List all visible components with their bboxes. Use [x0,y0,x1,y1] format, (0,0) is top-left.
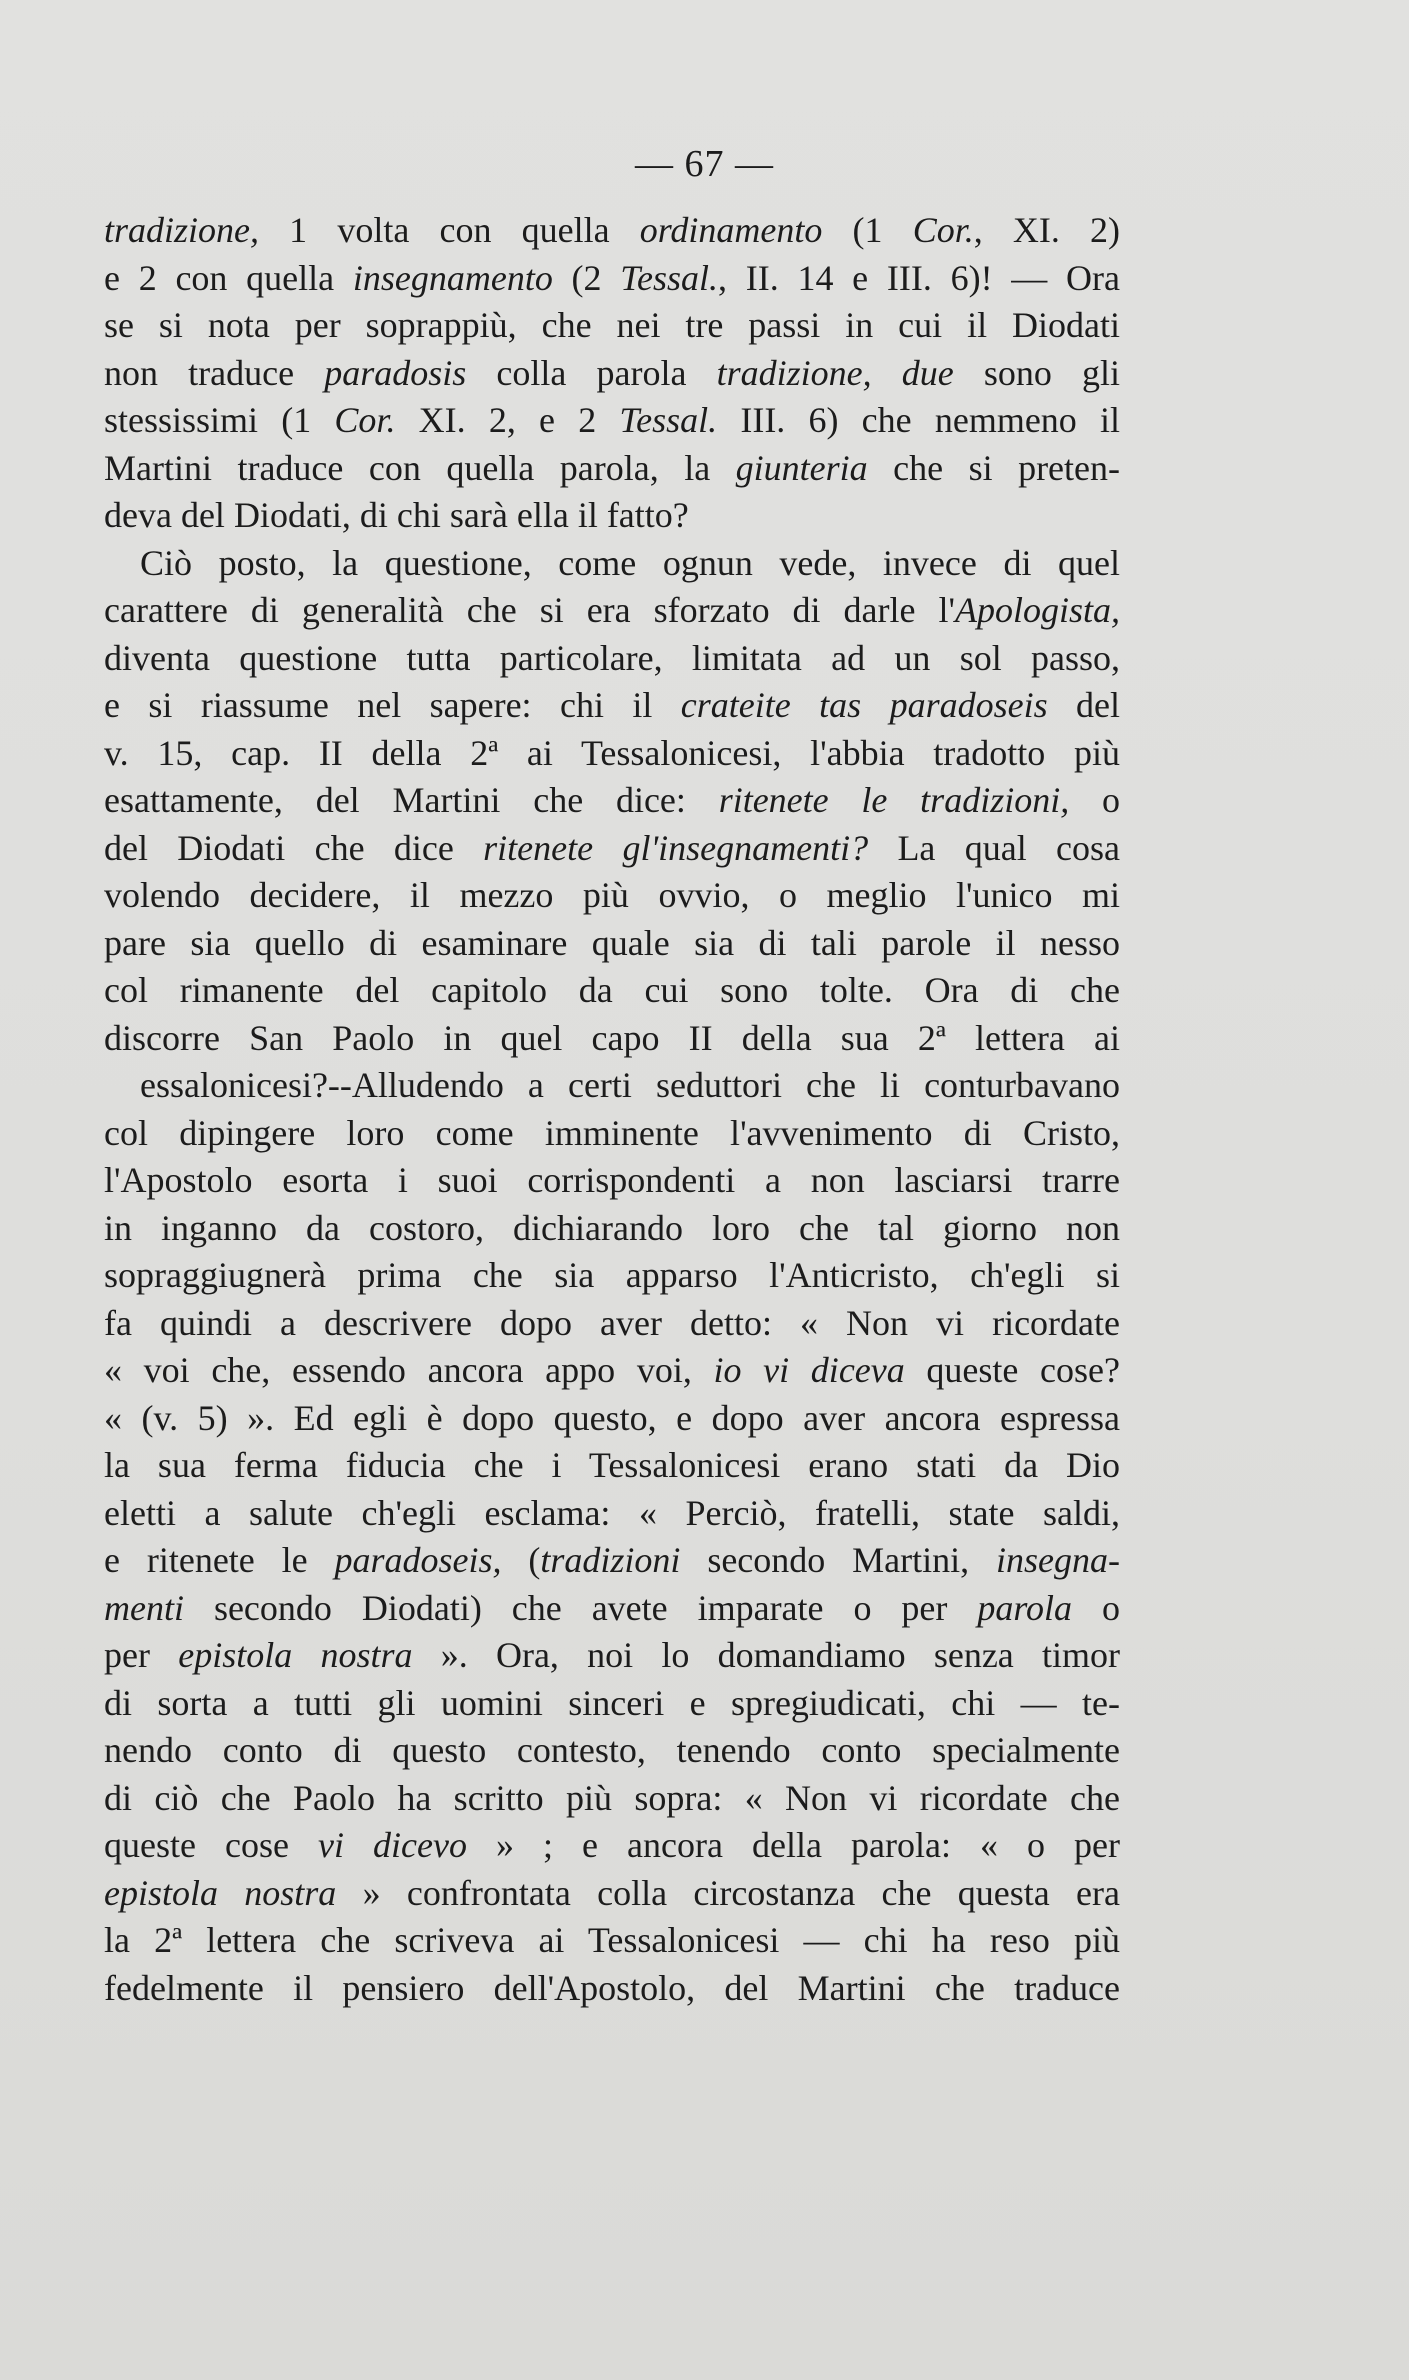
text-span: col rimanente del capitolo da cui sono tolte. Ora di che [104,970,1120,1010]
text-span: secondo Diodati) che avete imparate o per [183,1587,978,1628]
text-span: la sua ferma fiducia che i Tessalonicesi erano stati da Dio [104,1445,1120,1485]
text-span: o [1069,780,1120,820]
text-line [104,255,1120,303]
text-line [104,1822,1120,1870]
italic-text: epistola nostra [104,1872,337,1913]
text-span: III. 6) che nemmeno il [717,400,1121,440]
italic-text: crateite tas paradoseis [680,685,1048,725]
text-span: stessissimi (1 [104,400,335,440]
text-line [104,825,1120,873]
text-span: » confrontata colla circostanza che questa era [336,1872,1120,1913]
italic-text: menti [104,1587,184,1628]
text-span: Martini traduce con quella parola, la [104,447,736,488]
text-span: del Diodati che dice [104,827,484,868]
text-line [104,920,1120,968]
italic-text: epistola nostra [178,1635,413,1675]
italic-text: tradizione, due [716,352,954,393]
text-line [104,302,1120,350]
italic-text: vi dicevo [318,1825,467,1865]
text-line [104,777,1120,825]
italic-text: tradizioni [540,1540,681,1580]
italic-text: insegna- [996,1540,1120,1580]
text-line [104,1062,1120,1110]
text-span: (1 [822,210,913,250]
italic-text: paradoseis, [334,1540,502,1580]
text-span: diventa questione tutta particolare, limitata ad un sol passo, [104,637,1120,678]
text-line [104,1537,1120,1585]
italic-text: paradosis [324,352,467,393]
text-line [104,1157,1120,1205]
text-span: del [1047,685,1120,725]
text-line [104,1490,1120,1538]
text-line [104,540,1120,588]
text-span: e si riassume nel sapere: chi il [104,685,681,725]
text-line [104,1585,1120,1633]
italic-text: Apologista, [954,590,1120,630]
text-span: 1 volta con quella [259,210,640,250]
text-line [104,1252,1120,1300]
text-span: se si nota per soprappiù, che nei tre passi in cui il Diodati [104,305,1120,345]
text-line [104,207,1120,255]
text-line [104,1442,1120,1490]
text-span: secondo Martini, [680,1540,997,1580]
text-line [104,1015,1120,1063]
text-line [104,1680,1120,1728]
italic-text: parola [977,1587,1073,1628]
text-line [104,1870,1120,1918]
text-span: e ritenete le [104,1540,335,1580]
text-span: XI. 2, e 2 [395,400,620,440]
text-span: l'Apostolo esorta i suoi corrispondenti a non lasciarsi trarre [104,1160,1120,1200]
text-line [104,682,1120,730]
text-span: « (v. 5) ». Ed egli è dopo questo, e dopo aver ancora espressa [104,1397,1120,1438]
text-line [104,635,1120,683]
italic-text: ritenete gl'insegnamenti? [483,827,869,868]
text-line [104,1300,1120,1348]
text-span: ( [501,1540,541,1580]
italic-text: giunteria [735,447,868,488]
text-line [104,1395,1120,1443]
italic-text: ritenete le tradizioni, [718,780,1070,820]
text-span: » ; e ancora della parola: « o per [466,1825,1121,1865]
text-span: v. 15, cap. II della 2ª ai Tessalonicesi, l'abbia tradotto più [104,732,1120,773]
italic-text: io vi diceva [713,1350,905,1390]
text-span: (2 [552,257,621,298]
page-number: — 67 — [635,143,774,185]
text-line [104,492,1120,540]
italic-text: insegnamento [352,257,553,298]
text-line [104,1110,1120,1158]
text-span: deva del Diodati, di chi sarà ella il fatto? [104,495,689,535]
text-line [104,1205,1120,1253]
italic-text: Cor. [334,400,396,440]
text-span: e 2 con quella [104,257,353,298]
text-span: non traduce [104,352,325,393]
text-line [104,730,1120,778]
text-span: la 2ª lettera che scriveva ai Tessalonicesi — chi ha reso più [104,1920,1120,1960]
text-span: sopraggiugnerà prima che sia apparso l'Anticristo, ch'egli si [104,1255,1120,1295]
text-span: sono gli [953,352,1120,393]
text-span: queste cose [104,1825,318,1865]
text-span: di sorta a tutti gli uomini sinceri e spregiudicati, chi — te- [104,1682,1120,1723]
text-span: di ciò che Paolo ha scritto più sopra: « Non vi ricordate che [104,1777,1120,1818]
text-line [104,445,1120,493]
text-span: in inganno da costoro, dichiarando loro che tal giorno non [104,1207,1120,1248]
italic-text: tradizione, [104,210,260,250]
text-span: carattere di generalità che si era sforzato di darle l' [104,590,955,630]
text-span: fedelmente il pensiero dell'Apostolo, del Martini che traduce [104,1967,1120,2008]
text-line [104,1917,1120,1965]
text-span: « voi che, essendo ancora appo voi, [104,1350,714,1390]
text-span: per [104,1635,179,1675]
text-span: esattamente, del Martini che dice: [104,780,719,820]
text-span: La qual cosa [868,827,1121,868]
text-span: essalonicesi?--Alludendo a certi seduttori che li conturbavano [140,1065,1120,1105]
body-text [104,207,1120,2012]
text-line [104,350,1120,398]
text-line [104,1727,1120,1775]
text-span: o [1072,1587,1121,1628]
italic-text: ordinamento [639,210,823,250]
italic-text: Tessal. [620,257,718,298]
text-span: queste cose? [904,1350,1120,1390]
text-line [104,872,1120,920]
text-span: , XI. 2) [973,210,1121,250]
text-span: colla parola [466,352,717,393]
text-line [104,1632,1120,1680]
text-line [104,1965,1120,2013]
italic-text: Tessal. [619,400,718,440]
text-span: discorre San Paolo in quel capo II della sua 2ª lettera ai [104,1017,1120,1058]
italic-text: Cor. [912,210,974,250]
text-span: , II. 14 e III. 6)! — Ora [718,257,1120,298]
text-line [104,967,1120,1015]
text-span: ». Ora, noi lo domandiamo senza timor [412,1635,1121,1675]
text-span: col dipingere loro come imminente l'avvenimento di Cristo, [104,1112,1120,1153]
text-line [104,1775,1120,1823]
text-line [104,397,1120,445]
text-span: pare sia quello di esaminare quale sia di tali parole il nesso [104,922,1120,963]
text-line [104,587,1120,635]
text-span: nendo conto di questo contesto, tenendo conto specialmente [104,1730,1120,1770]
text-span: Ciò posto, la questione, come ognun vede, invece di quel [140,542,1120,583]
text-span: volendo decidere, il mezzo più ovvio, o meglio l'unico mi [104,875,1120,915]
text-span: fa quindi a descrivere dopo aver detto: « Non vi ricordate [104,1302,1120,1343]
text-line [104,1347,1120,1395]
text-span: che si preten- [867,447,1120,488]
text-span: eletti a salute ch'egli esclama: « Perciò, fratelli, state saldi, [104,1492,1120,1533]
